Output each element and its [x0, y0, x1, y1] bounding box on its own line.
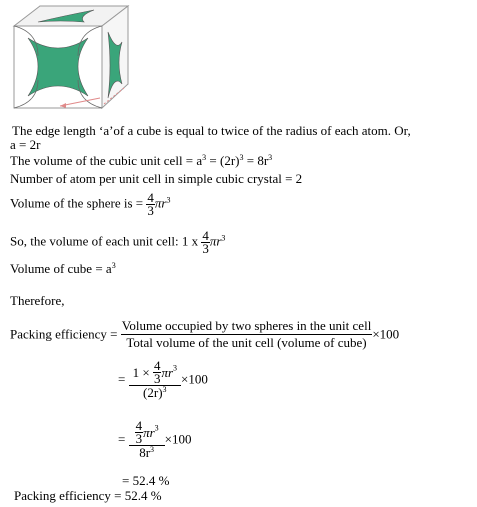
sphere-volume-line: Volume of the sphere is = $\frac{4}{3}$ $\pi r^3$: [10, 190, 171, 218]
result-line: = 52.4 %: [122, 473, 170, 488]
edge-length-line: The edge length ‘a’of a cube is equal to twice of the radius of each atom. Or,: [12, 123, 411, 138]
four-thirds-fraction: $\frac{4}{3}$: [147, 190, 154, 218]
step-two-fraction: 1 × $\frac{4}{3}$ $\pi r^3$ $(2r)^3$: [129, 360, 181, 399]
four-thirds-fraction: $\frac{4}{3}$: [202, 228, 209, 256]
cube-volume-line: Volume of cube = $a^3$: [10, 261, 116, 276]
edge-radius-relation: a = 2r: [10, 137, 41, 152]
therefore-label: Therefore,: [10, 293, 65, 308]
packing-efficiency-fraction: $\frac{\text{Volume occupied by two spheres in the unit cell}}{\text{Total volume of the unit cell (volume of cube)}}$: [121, 318, 372, 350]
step-three-fraction: $\frac{4}{3}$ $\pi r^3$ $8r^3$: [129, 420, 165, 459]
cube-unit-cell-diagram: [8, 2, 136, 114]
atoms-per-unit-cell-line: Number of atom per unit cell in simple cubic crystal = 2: [10, 171, 303, 186]
packing-efficiency-formula: Packing efficiency = $\frac{\text{Volume occupied by two spheres in the unit cell}}{\text{Total volume of the unit cell (volume of cube)}}$ ×100: [10, 318, 400, 350]
step-three-expression: = $\frac{4}{3}$ $\pi r^3$ $8r^3$ ×100: [118, 418, 192, 460]
unit-cell-each-line: So, the volume of each unit cell: 1 x $\frac{4}{3}$ $\pi r^3$: [10, 228, 226, 256]
final-packing-efficiency: Packing efficiency = 52.4 %: [14, 488, 162, 503]
step-two-expression: = 1 × $\frac{4}{3}$ $\pi r^3$ $(2r)^3$ ×100: [118, 358, 208, 400]
unit-cell-volume-line: The volume of the cubic unit cell = $a^3 = (2r)^3 = 8r^3$: [10, 153, 273, 168]
